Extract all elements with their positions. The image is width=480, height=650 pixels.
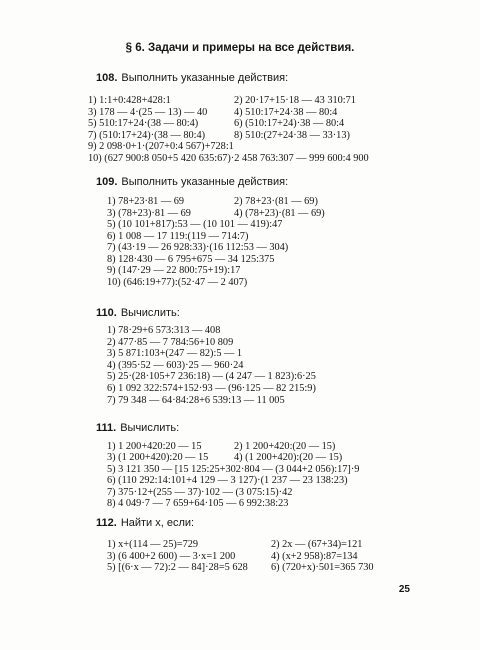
exercise-item: 5) 25·(28·105+7 236:18) — (4 247 — 1 823):6·25 — [107, 371, 316, 382]
problem-instruction: Выполнить указанные действия: — [121, 176, 289, 188]
exercise-item: 1) 1:1+0:428+428:1 — [88, 95, 171, 106]
exercise-item: 4) (x+2 958):87=134 — [271, 551, 358, 562]
problem-title — [96, 72, 288, 84]
exercise-item: 1) 78·29+6 573:313 — 408 — [107, 325, 221, 336]
exercise-item: 6) 1 092 322:574+152·93 — (96·125 — 82 215:9) — [107, 383, 316, 394]
exercise-item: 6) (720+x)·501=365 730 — [271, 562, 374, 573]
problem-instruction: Выполнить указанные действия: — [121, 72, 289, 84]
exercise-item: 4) (1 200+420):(20 — 15) — [234, 452, 343, 463]
exercise-item: 2) 1 200+420:(20 — 15) — [234, 441, 336, 452]
exercise-item: 10) (627 900:8 050+5 420 635:67)·2 458 763:307 — 999 600:4 900 — [88, 153, 369, 164]
section-heading: § 6. Задачи и примеры на все действия. — [125, 42, 355, 54]
exercise-item: 3) (78+23)·81 — 69 — [107, 208, 191, 219]
exercise-item: 4) 510:17+24·38 — 80:4 — [234, 107, 338, 118]
exercise-item: 8) 4 049·7 — 7 659+64·105 — 6 992:38:23 — [107, 498, 289, 509]
exercise-item: 9) (147·29 — 22 800:75+19):17 — [107, 265, 241, 276]
exercise-item: 2) 477·85 — 7 784:56+10 809 — [107, 337, 234, 348]
exercise-item: 1) x+(114 — 25)=729 — [107, 539, 199, 550]
exercise-item: 8) 510:(27+24·38 — 33·13) — [234, 130, 350, 141]
exercise-item: 7) (510:17+24)·(38 — 80:4) — [88, 130, 206, 141]
exercise-item: 1) 1 200+420:20 — 15 — [107, 441, 202, 452]
problem-number: 108. — [96, 72, 118, 84]
problem-instruction: Вычислить: — [120, 422, 180, 434]
exercise-item: 7) (43·19 — 26 928:33)·(16 112:53 — 304) — [107, 242, 289, 253]
exercise-item: 5) 3 121 350 — [15 125:25+302·804 — (3 044+2 056):17]·9 — [107, 464, 360, 475]
exercise-item: 2) 20·17+15·18 — 43 310:71 — [234, 95, 356, 106]
exercise-item: 3) (1 200+420):20 — 15 — [107, 452, 209, 463]
exercise-item: 4) (78+23)·(81 — 69) — [234, 208, 325, 219]
exercise-item: 5) [(6·x — 72):2 — 84]·28=5 628 — [107, 562, 248, 573]
exercise-item: 8) 128·430 — 6 795+675 — 34 125:375 — [107, 254, 275, 265]
problem-number: 110. — [96, 307, 117, 319]
exercise-item: 6) (110 292:14:101+4 129 — 3 127)·(1 237 — 23 138:23) — [107, 475, 348, 486]
exercise-item: 4) (395·52 — 603)·25 — 960·24 — [107, 360, 244, 371]
exercise-item: 10) (646:19+77):(52·47 — 2 407) — [107, 277, 248, 288]
page-number: 25 — [398, 584, 410, 595]
exercise-item: 7) 79 348 — 64·84:28+6 539:13 — 11 005 — [107, 395, 285, 406]
problem-title — [96, 307, 180, 319]
exercise-item: 2) 78+23·(81 — 69) — [234, 196, 318, 207]
exercise-item: 5) (10 101+817):53 — (10 101 — 419):47 — [107, 219, 283, 230]
problem-title — [96, 422, 179, 434]
problem-instruction: Найти x, если: — [120, 517, 195, 529]
exercise-item: 1) 78+23·81 — 69 — [107, 196, 185, 207]
problem-instruction: Вычислить: — [120, 307, 180, 319]
exercise-item: 5) 510:17+24·(38 — 80:4) — [88, 118, 199, 129]
problem-number: 111. — [96, 422, 117, 434]
exercise-item: 2) 2x — (67+34)=121 — [271, 539, 363, 550]
exercise-item: 9) 2 098·0+1·(207+0:4 567)+728:1 — [88, 141, 234, 152]
problem-title — [96, 517, 194, 529]
exercise-item: 3) 178 — 4·(25 — 13) — 40 — [88, 107, 208, 118]
problem-number: 109. — [96, 176, 118, 188]
exercise-item: 3) 5 871:103+(247 — 82):5 — 1 — [107, 348, 243, 359]
exercise-item: 6) 1 008 — 17 119:(119 — 714:7) — [107, 231, 249, 242]
problem-title — [96, 176, 288, 188]
exercise-item: 3) (6 400+2 600) — 3·x=1 200 — [107, 551, 236, 562]
exercise-item: 6) (510:17+24)·38 — 80:4 — [234, 118, 345, 129]
problem-number: 112. — [96, 517, 117, 529]
exercise-item: 7) 375·12+(255 — 37)·102 — (3 075:15)·42 — [107, 487, 293, 498]
